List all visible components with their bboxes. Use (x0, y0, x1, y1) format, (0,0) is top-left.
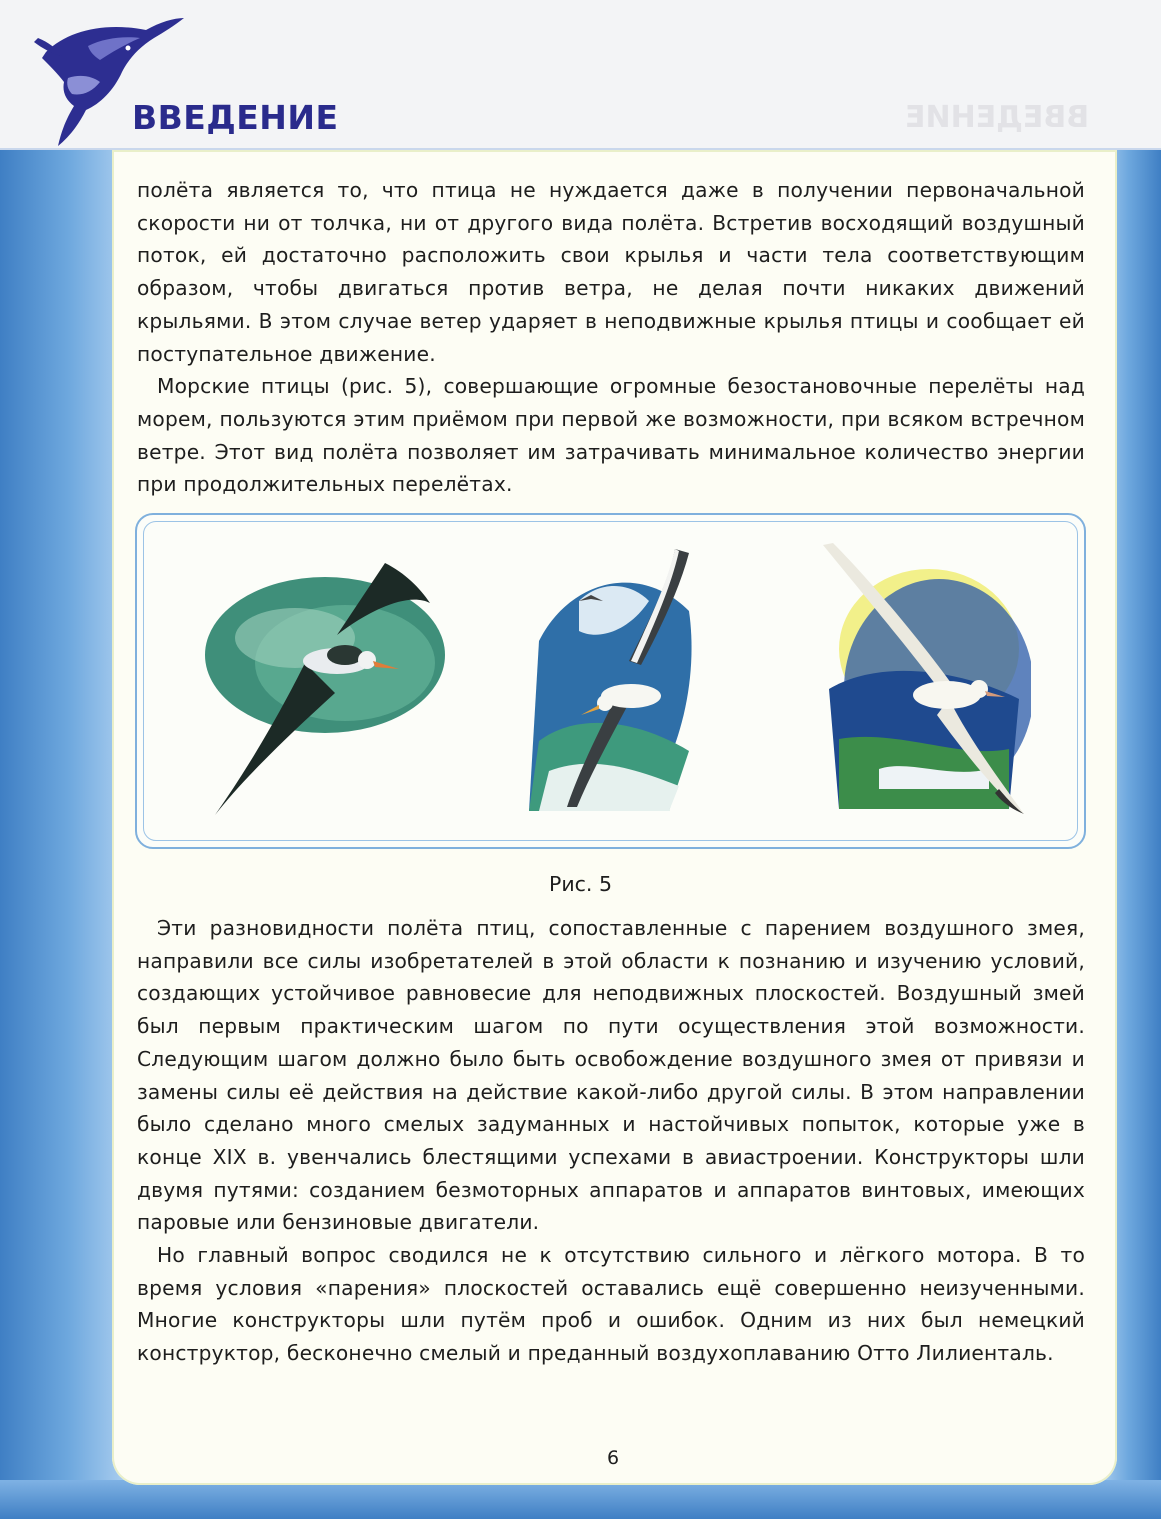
ghost-title: ВВЕДЕНИЕ (905, 100, 1090, 135)
albatross-illustration-2 (519, 541, 709, 823)
paragraph-3: Эти разновидности полёта птиц, сопоставленные с парением воздушного змея, направили все силы изобретателей в этой области к познанию и изучению условий, создающих устойчивое равновесие для неподвижных плоскостей. Воздушный змей был первым практическим шагом по пути осуществления этой возможности. Следующим шагом должно было быть освобождение воздушного змея от привязи и замены силы её действия на действие какой-либо другой силы. В этом направлении было сделано много смелых задуманных и настойчивых попыток, которые уже в конце XIX в. увенчались блестящими успехами в авиастроении. Конструкторы шли двумя путями: созданием безмоторных аппаратов и аппаратов винтовых, имеющих паровые или бензиновые двигатели. (137, 916, 1085, 1235)
albatross-illustration-3 (819, 539, 1031, 829)
paragraph-2: Морские птицы (рис. 5), совершающие огромные безостановочные перелёты над морем, пользуются этим приёмом при первой же возможности, при всяком встречном ветре. Этот вид полёта позволяет им затрачивать минимальное количество энергии при продолжительных перелётах. (137, 374, 1085, 497)
albatross-illustration-1 (195, 543, 465, 833)
section-title: ВВЕДЕНИЕ (132, 98, 339, 137)
figure-caption: Рис. 5 (548, 872, 613, 896)
bottom-margin-band (0, 1480, 1161, 1519)
paragraph-1: полёта является то, что птица не нуждается даже в получении первоначальной скорости ни от толчка, ни от другого вида полёта. Встретив восходящий воздушный поток, ей достаточно расположить свои крылья и части тела соответствующим образом, чтобы двигаться против ветра, не делая почти никаких движений крыльями. В этом случае ветер ударяет в неподвижные крылья птицы и сообщает ей поступательное движение. (137, 178, 1085, 366)
paragraph-4: Но главный вопрос сводился не к отсутствию сильного и лёгкого мотора. В то время условия «парения» плоскостей оставались ещё совершенно неизученными. Многие конструкторы шли путём проб и ошибок. Одним из них был немецкий конструктор, бесконечно смелый и преданный воздухоплаванию Отто Лилиенталь. (137, 1243, 1085, 1366)
figure-frame (135, 513, 1086, 849)
left-margin-band (0, 150, 125, 1519)
text-block-top (137, 174, 1085, 501)
text-block-bottom (137, 912, 1085, 1370)
page-number: 6 (606, 1447, 620, 1469)
